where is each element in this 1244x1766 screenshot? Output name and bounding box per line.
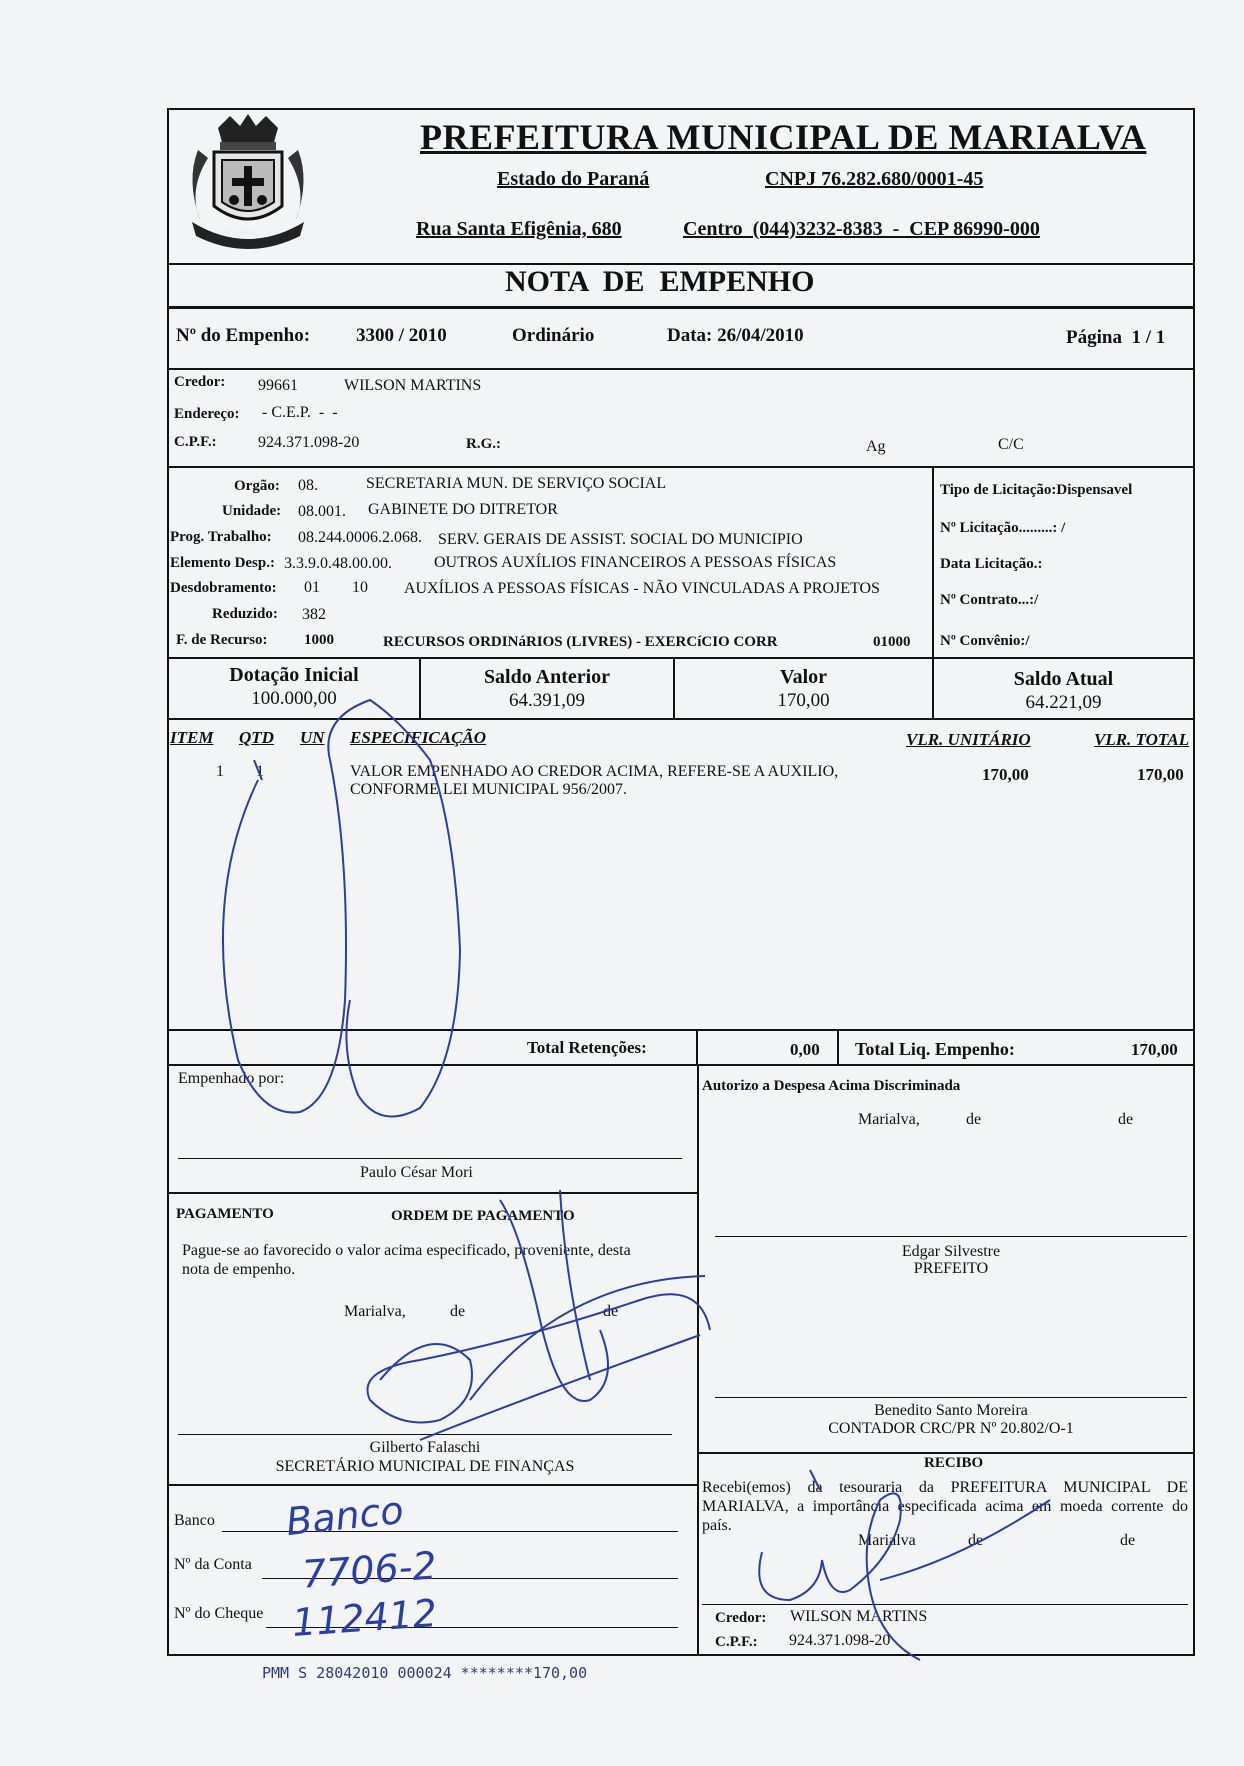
desdobramento-code1: 01 — [304, 579, 320, 596]
recibo-de2: de — [1120, 1532, 1136, 1549]
orgao-code: 08. — [298, 477, 318, 494]
ag-label: Ag — [866, 438, 886, 455]
divider — [697, 1452, 1195, 1454]
doc-title: NOTA DE EMPENHO — [505, 265, 815, 298]
valor-label: Valor — [779, 666, 828, 688]
autorizo-place: Marialva, — [858, 1111, 920, 1128]
divider — [837, 1029, 839, 1065]
autorizo-de2: de — [1118, 1111, 1134, 1128]
numero-contrato: Nº Contrato...:/ — [940, 592, 1039, 608]
divider — [167, 657, 1195, 659]
empenho-number: 3300 / 2010 — [356, 325, 447, 346]
recibo-cpf-value: 924.371.098-20 — [789, 1632, 891, 1649]
empenho-date: Data: 26/04/2010 — [667, 325, 804, 346]
divider — [697, 1064, 699, 1654]
col-header-item: ITEM — [170, 728, 214, 747]
empenho-label: Nº do Empenho: — [176, 325, 311, 346]
recibo-text-line3: país. — [702, 1517, 732, 1534]
footer-code: PMM S 28042010 000024 ********170,00 — [262, 1664, 588, 1682]
saldo-atual-value: 64.221,09 — [1025, 692, 1102, 713]
state-text: Estado do Paraná — [497, 168, 650, 190]
cc-label: C/C — [998, 436, 1024, 453]
retencoes-value: 0,00 — [790, 1040, 820, 1059]
elemento-label: Elemento Desp.: — [170, 555, 275, 571]
elemento-code: 3.3.9.0.48.00.00. — [284, 555, 392, 572]
liq-empenho-label: Total Liq. Empenho: — [855, 1039, 1015, 1059]
divider — [932, 466, 934, 658]
recurso-code2: 01000 — [873, 634, 911, 650]
valor-value: 170,00 — [777, 690, 830, 711]
reduzido-code: 382 — [302, 606, 326, 623]
street-text: Rua Santa Efigênia, 680 — [416, 218, 622, 240]
unidade-code: 08.001. — [298, 503, 346, 520]
district-text: Centro (044)3232-8383 - CEP 86990-000 — [683, 218, 1040, 240]
pagamento-label: PAGAMENTO — [176, 1206, 274, 1222]
desdobramento-label: Desdobramento: — [170, 580, 277, 596]
row-qtd: 1 — [256, 763, 264, 780]
recibo-credor-name: WILSON MARTINS — [790, 1608, 928, 1625]
address-label: Endereço: — [174, 406, 240, 422]
credor-name: WILSON MARTINS — [344, 377, 482, 394]
pagamento-text-line1: Pague-se ao favorecido o valor acima especificado, proveniente, desta — [182, 1242, 631, 1259]
conta-handwritten: 7706-2 — [300, 1543, 438, 1597]
pagamento-de1: de — [450, 1303, 466, 1320]
divider — [167, 306, 1195, 309]
orgao-label: Orgão: — [234, 478, 280, 494]
tipo-licitacao: Tipo de Licitação:Dispensavel — [940, 482, 1133, 498]
col-header-total: VLR. TOTAL — [1094, 730, 1190, 749]
divider — [167, 368, 1195, 370]
prog-label: Prog. Trabalho: — [170, 529, 272, 545]
numero-licitacao: Nº Licitação.........: / — [940, 520, 1066, 536]
pagamento-text-line2: nota de empenho. — [182, 1261, 296, 1278]
frame-right — [1193, 108, 1195, 1656]
cheque-handwritten: 112412 — [290, 1590, 439, 1646]
prog-name: SERV. GERAIS DE ASSIST. SOCIAL DO MUNICIPIO — [438, 531, 803, 548]
signature-line — [715, 1236, 1187, 1237]
signature-line — [715, 1397, 1187, 1398]
mayor-title: PREFEITO — [913, 1260, 989, 1277]
recibo-de1: de — [968, 1532, 984, 1549]
mayor-name: Edgar Silvestre — [901, 1243, 1001, 1260]
signature-line — [702, 1604, 1188, 1605]
cpf-label: C.P.F.: — [174, 434, 217, 450]
municipal-seal — [178, 110, 318, 258]
empenho-type: Ordinário — [512, 325, 595, 346]
frame-bottom — [167, 1654, 1195, 1656]
recibo-cpf-label: C.P.F.: — [715, 1634, 758, 1650]
liq-empenho-value: 170,00 — [1131, 1040, 1178, 1059]
row-spec-line2: CONFORME LEI MUNICIPAL 956/2007. — [350, 781, 628, 798]
divider — [167, 718, 1195, 720]
row-spec-line1: VALOR EMPENHADO AO CREDOR ACIMA, REFERE-SE A AUXILIO, — [350, 763, 839, 780]
autorizo-label: Autorizo a Despesa Acima Discriminada — [702, 1078, 961, 1094]
signature-line — [178, 1434, 672, 1435]
rg-label: R.G.: — [466, 436, 501, 452]
pagamento-de2: de — [603, 1303, 619, 1320]
recurso-name: RECURSOS ORDINáRIOS (LIVRES) - EXERCíCIO CORR — [383, 634, 778, 650]
recibo-label: RECIBO — [924, 1455, 984, 1471]
col-header-qtd: QTD — [239, 728, 274, 747]
frame-left — [167, 108, 169, 1656]
recurso-label: F. de Recurso: — [176, 632, 268, 648]
divider — [167, 1064, 1195, 1066]
col-header-unit: VLR. UNITÁRIO — [906, 730, 1031, 749]
ordem-pagamento-label: ORDEM DE PAGAMENTO — [391, 1208, 575, 1224]
recibo-credor-label: Credor: — [715, 1610, 767, 1626]
numero-convenio: Nº Convênio:/ — [940, 633, 1030, 649]
conta-label: Nº da Conta — [174, 1556, 252, 1573]
reduzido-label: Reduzido: — [212, 606, 278, 622]
divider — [167, 466, 1195, 468]
autorizo-de1: de — [966, 1111, 982, 1128]
orgao-name: SECRETARIA MUN. DE SERVIÇO SOCIAL — [366, 475, 667, 492]
dotacao-value: 100.000,00 — [251, 688, 337, 709]
divider — [696, 1029, 698, 1065]
page-title: PREFEITURA MUNICIPAL DE MARIALVA — [420, 117, 1147, 157]
empenhado-name: Paulo César Mori — [360, 1164, 473, 1181]
unidade-label: Unidade: — [222, 503, 282, 519]
row-total: 170,00 — [1137, 765, 1184, 784]
pagamento-place: Marialva, — [344, 1303, 406, 1320]
data-licitacao: Data Licitação.: — [940, 556, 1043, 572]
unidade-name: GABINETE DO DITRETOR — [368, 501, 558, 518]
desdobramento-name: AUXÍLIOS A PESSOAS FÍSICAS - NÃO VINCULADAS A PROJETOS — [404, 580, 880, 597]
saldo-anterior-value: 64.391,09 — [509, 690, 585, 711]
divider — [167, 1192, 697, 1194]
recibo-text-line2: MARIALVA, a importância especificada acima em moeda corrente do — [702, 1498, 1188, 1515]
recibo-place: Marialva — [858, 1532, 916, 1549]
secretary-title: SECRETÁRIO MUNICIPAL DE FINANÇAS — [275, 1458, 575, 1475]
retencoes-label: Total Retenções: — [527, 1038, 647, 1057]
signature-line — [178, 1158, 682, 1159]
cpf-value: 924.371.098-20 — [258, 434, 360, 451]
row-unit-price: 170,00 — [982, 765, 1029, 784]
recibo-text-line1: Recebi(emos) da tesouraria da PREFEITURA MUNICIPAL DE — [702, 1479, 1188, 1496]
divider — [167, 1484, 697, 1486]
saldo-atual-label: Saldo Atual — [1013, 668, 1114, 690]
page-number: Página 1 / 1 — [1066, 327, 1166, 348]
elemento-name: OUTROS AUXÍLIOS FINANCEIROS A PESSOAS FÍSICAS — [434, 554, 837, 571]
row-item: 1 — [216, 763, 224, 780]
seal-ribbon-text: MARIALVA — [224, 228, 272, 238]
secretary-name: Gilberto Falaschi — [369, 1439, 481, 1456]
credor-label: Credor: — [174, 374, 226, 390]
cnpj-text: CNPJ 76.282.680/0001-45 — [765, 168, 984, 190]
accountant-title: CONTADOR CRC/PR Nº 20.802/O-1 — [828, 1420, 1074, 1437]
col-header-un: UN — [300, 728, 325, 747]
empenhado-label: Empenhado por: — [178, 1070, 285, 1087]
recurso-code: 1000 — [304, 632, 334, 648]
desdobramento-code2: 10 — [352, 579, 368, 596]
prog-code: 08.244.0006.2.068. — [298, 529, 422, 546]
banco-label: Banco — [174, 1512, 215, 1529]
col-header-spec: ESPECIFICAÇÃO — [350, 728, 487, 747]
frame-top — [167, 108, 1195, 110]
cheque-label: Nº do Cheque — [174, 1605, 264, 1622]
divider — [167, 1029, 1195, 1031]
dotacao-label: Dotação Inicial — [229, 664, 359, 686]
address-value: - C.E.P. - - — [262, 404, 338, 421]
accountant-name: Benedito Santo Moreira — [874, 1402, 1028, 1419]
banco-handwritten: Banco — [284, 1487, 406, 1545]
credor-code: 99661 — [258, 377, 298, 394]
saldo-anterior-label: Saldo Anterior — [483, 666, 611, 688]
